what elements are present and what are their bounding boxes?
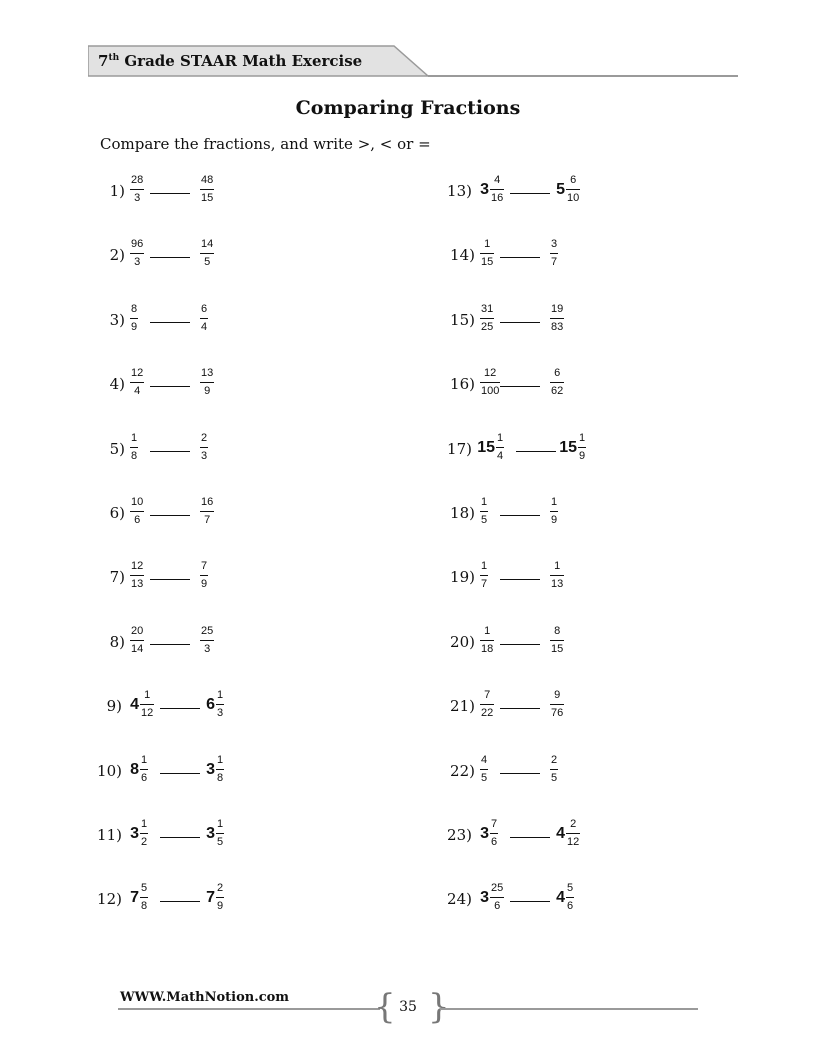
numerator: 1 bbox=[484, 624, 491, 637]
whole-number: 3 bbox=[480, 181, 489, 198]
numerator: 31 bbox=[481, 302, 494, 315]
numerator: 1 bbox=[141, 753, 148, 766]
page-title: Comparing Fractions bbox=[295, 97, 521, 119]
answer-blank bbox=[516, 451, 556, 452]
fraction bbox=[216, 753, 224, 785]
header-title: 7th Grade STAAR Math Exercise bbox=[98, 52, 363, 70]
answer-blank bbox=[150, 193, 190, 194]
problem-item bbox=[450, 624, 640, 664]
fraction bbox=[130, 302, 138, 334]
problem-number: 9) bbox=[106, 697, 122, 716]
footer-rule-right bbox=[440, 1008, 698, 1010]
right-fraction bbox=[206, 817, 224, 857]
answer-blank bbox=[160, 708, 200, 709]
left-fraction bbox=[130, 237, 144, 277]
right-fraction bbox=[206, 688, 224, 728]
right-fraction bbox=[206, 753, 224, 793]
numerator: 7 bbox=[484, 689, 491, 702]
instructions: Compare the fractions, and write >, < or = bbox=[100, 135, 431, 153]
whole-number: 4 bbox=[556, 889, 565, 907]
right-fraction bbox=[206, 881, 224, 921]
left-fraction bbox=[477, 431, 504, 471]
left-fraction bbox=[130, 817, 148, 857]
answer-blank bbox=[500, 644, 540, 645]
answer-blank bbox=[150, 579, 190, 580]
fraction bbox=[550, 688, 564, 720]
footer-rule-left bbox=[118, 1008, 380, 1010]
problem-item bbox=[447, 431, 656, 471]
denominator: 5 bbox=[204, 256, 211, 269]
numerator: 5 bbox=[141, 882, 148, 895]
numerator: 1 bbox=[144, 689, 151, 702]
denominator: 3 bbox=[134, 192, 141, 204]
numerator: 4 bbox=[494, 174, 501, 186]
whole-number: 7 bbox=[206, 889, 215, 907]
fraction bbox=[130, 559, 144, 591]
right-fraction bbox=[200, 302, 208, 342]
right-fraction bbox=[200, 495, 214, 535]
problem-number: 14) bbox=[450, 246, 475, 265]
right-fraction bbox=[550, 302, 564, 342]
right-fraction bbox=[550, 237, 558, 277]
denominator: 15 bbox=[201, 192, 214, 204]
answer-blank bbox=[150, 386, 190, 387]
problem-item bbox=[447, 817, 650, 857]
problem-number: 7) bbox=[109, 568, 125, 587]
problem-number: 21) bbox=[450, 697, 475, 716]
numerator: 25 bbox=[201, 624, 214, 637]
left-fraction bbox=[480, 495, 488, 535]
right-fraction bbox=[550, 559, 564, 599]
problem-item bbox=[109, 431, 290, 471]
fraction bbox=[566, 817, 580, 849]
problem-item bbox=[97, 881, 300, 921]
right-fraction bbox=[200, 237, 214, 277]
answer-blank bbox=[150, 644, 190, 645]
problem-number: 17) bbox=[447, 439, 472, 458]
footer-brace-right: } bbox=[428, 987, 450, 1027]
numerator: 3 bbox=[551, 238, 558, 251]
fraction bbox=[140, 881, 148, 913]
denominator: 100 bbox=[481, 385, 500, 398]
numerator: 28 bbox=[131, 174, 144, 186]
whole-number: 4 bbox=[130, 696, 139, 714]
denominator: 5 bbox=[217, 836, 224, 848]
left-fraction bbox=[480, 881, 504, 921]
fraction bbox=[200, 237, 214, 269]
fraction bbox=[480, 688, 494, 720]
answer-blank bbox=[500, 322, 540, 323]
fraction bbox=[550, 366, 564, 398]
fraction bbox=[140, 753, 148, 785]
fraction bbox=[130, 366, 144, 398]
denominator: 12 bbox=[567, 836, 580, 848]
whole-number: 15 bbox=[559, 438, 577, 456]
right-fraction bbox=[550, 624, 564, 664]
fraction bbox=[216, 817, 224, 849]
fraction bbox=[480, 495, 488, 527]
denominator: 7 bbox=[481, 578, 488, 591]
left-fraction bbox=[130, 431, 138, 471]
fraction bbox=[566, 881, 574, 913]
denominator: 6 bbox=[141, 771, 148, 784]
numerator: 20 bbox=[131, 624, 144, 637]
problem-item bbox=[109, 366, 290, 406]
fraction bbox=[490, 817, 498, 849]
right-fraction bbox=[559, 431, 586, 471]
answer-blank bbox=[160, 837, 200, 838]
denominator: 12 bbox=[141, 707, 154, 720]
left-fraction bbox=[480, 237, 494, 277]
denominator: 5 bbox=[481, 771, 488, 784]
left-fraction bbox=[480, 173, 504, 213]
problem-number: 6) bbox=[109, 504, 125, 522]
denominator: 9 bbox=[551, 514, 558, 526]
numerator: 1 bbox=[554, 560, 561, 573]
denominator: 3 bbox=[204, 642, 211, 655]
denominator: 22 bbox=[481, 707, 494, 720]
problem-item bbox=[106, 688, 300, 728]
numerator: 1 bbox=[551, 496, 558, 508]
left-fraction bbox=[130, 495, 144, 535]
denominator: 7 bbox=[551, 256, 558, 269]
problem-item bbox=[450, 237, 640, 277]
fraction bbox=[496, 431, 504, 463]
fraction bbox=[130, 173, 144, 205]
problem-number: 13) bbox=[447, 182, 472, 200]
denominator: 8 bbox=[141, 900, 148, 913]
answer-blank bbox=[510, 901, 550, 902]
problem-item bbox=[450, 366, 640, 406]
left-fraction bbox=[480, 624, 494, 664]
problem-item bbox=[450, 688, 640, 728]
denominator: 62 bbox=[551, 385, 564, 398]
numerator: 8 bbox=[554, 624, 561, 637]
numerator: 6 bbox=[570, 174, 577, 186]
answer-blank bbox=[150, 257, 190, 258]
problem-number: 8) bbox=[109, 632, 125, 651]
fraction bbox=[216, 688, 224, 720]
problem-number: 16) bbox=[450, 375, 475, 394]
whole-number: 8 bbox=[130, 760, 139, 778]
left-fraction bbox=[130, 688, 154, 728]
fraction bbox=[550, 753, 558, 785]
denominator: 18 bbox=[481, 642, 494, 655]
problem-number: 23) bbox=[447, 826, 472, 844]
problem-item bbox=[109, 237, 290, 277]
fraction bbox=[490, 881, 504, 913]
problem-number: 5) bbox=[109, 439, 125, 458]
right-fraction bbox=[200, 559, 208, 599]
denominator: 2 bbox=[141, 836, 148, 848]
problem-number: 24) bbox=[447, 890, 472, 909]
denominator: 25 bbox=[481, 320, 494, 333]
fraction bbox=[550, 237, 558, 269]
problem-number: 10) bbox=[97, 761, 122, 780]
fraction bbox=[480, 624, 494, 656]
left-fraction bbox=[480, 753, 488, 793]
denominator: 9 bbox=[204, 385, 211, 398]
fraction bbox=[578, 431, 586, 463]
denominator: 9 bbox=[217, 900, 224, 913]
footer-website: WWW.MathNotion.com bbox=[120, 990, 290, 1005]
answer-blank bbox=[500, 515, 540, 516]
whole-number: 3 bbox=[480, 825, 489, 842]
problem-item bbox=[450, 753, 640, 793]
left-fraction bbox=[130, 366, 144, 406]
fraction bbox=[200, 624, 214, 656]
fraction bbox=[200, 495, 214, 527]
denominator: 3 bbox=[217, 707, 224, 720]
problem-number: 15) bbox=[450, 310, 475, 329]
numerator: 14 bbox=[201, 238, 214, 251]
denominator: 15 bbox=[481, 256, 494, 269]
denominator: 3 bbox=[134, 256, 141, 269]
numerator: 1 bbox=[481, 560, 488, 573]
fraction bbox=[200, 302, 208, 334]
answer-blank bbox=[510, 837, 550, 838]
denominator: 6 bbox=[491, 836, 498, 848]
numerator: 13 bbox=[201, 367, 214, 380]
fraction bbox=[550, 559, 564, 591]
page-number: 35 bbox=[399, 999, 417, 1015]
problem-number: 18) bbox=[450, 504, 475, 522]
answer-blank bbox=[510, 193, 550, 194]
denominator: 15 bbox=[551, 642, 564, 655]
numerator: 2 bbox=[201, 431, 208, 444]
problem-number: 4) bbox=[109, 375, 125, 394]
problem-item bbox=[109, 173, 290, 213]
left-fraction bbox=[480, 817, 498, 857]
denominator: 13 bbox=[131, 578, 144, 591]
fraction bbox=[140, 817, 148, 849]
problem-number: 1) bbox=[109, 182, 125, 200]
numerator: 12 bbox=[131, 367, 144, 380]
numerator: 2 bbox=[217, 882, 224, 895]
answer-blank bbox=[500, 773, 540, 774]
numerator: 1 bbox=[481, 496, 488, 508]
problem-number: 20) bbox=[450, 632, 475, 651]
numerator: 19 bbox=[551, 302, 564, 315]
problem-number: 3) bbox=[109, 310, 125, 329]
problem-number: 19) bbox=[450, 568, 475, 587]
numerator: 6 bbox=[554, 367, 561, 380]
fraction bbox=[140, 688, 154, 720]
right-fraction bbox=[550, 495, 558, 535]
footer-brace-left: { bbox=[374, 987, 396, 1027]
fraction bbox=[130, 624, 144, 656]
answer-blank bbox=[500, 579, 540, 580]
fraction bbox=[200, 431, 208, 463]
answer-blank bbox=[160, 773, 200, 774]
denominator: 76 bbox=[551, 707, 564, 720]
numerator: 25 bbox=[491, 882, 504, 895]
problem-item bbox=[97, 753, 300, 793]
fraction bbox=[480, 237, 494, 269]
right-fraction bbox=[200, 624, 214, 664]
denominator: 6 bbox=[494, 900, 501, 913]
left-fraction bbox=[480, 302, 494, 342]
answer-blank bbox=[500, 386, 540, 387]
fraction bbox=[480, 366, 500, 398]
whole-number: 15 bbox=[477, 438, 495, 456]
left-fraction bbox=[130, 624, 144, 664]
numerator: 96 bbox=[131, 238, 144, 251]
denominator: 8 bbox=[217, 771, 224, 784]
numerator: 12 bbox=[484, 367, 497, 380]
right-fraction bbox=[550, 366, 564, 406]
problem-item bbox=[447, 881, 650, 921]
problem-number: 11) bbox=[97, 826, 122, 844]
numerator: 8 bbox=[131, 302, 138, 315]
whole-number: 3 bbox=[206, 760, 215, 778]
denominator: 8 bbox=[131, 449, 138, 462]
denominator: 6 bbox=[134, 514, 141, 526]
left-fraction bbox=[130, 881, 148, 921]
denominator: 9 bbox=[579, 449, 586, 462]
numerator: 1 bbox=[141, 818, 148, 830]
numerator: 1 bbox=[131, 431, 138, 444]
problem-item bbox=[450, 559, 640, 599]
denominator: 16 bbox=[491, 192, 504, 204]
numerator: 1 bbox=[217, 753, 224, 766]
denominator: 5 bbox=[551, 771, 558, 784]
denominator: 9 bbox=[201, 578, 208, 591]
fraction bbox=[216, 881, 224, 913]
fraction bbox=[480, 559, 488, 591]
denominator: 14 bbox=[131, 642, 144, 655]
answer-blank bbox=[150, 451, 190, 452]
problem-item bbox=[450, 495, 640, 535]
right-fraction bbox=[200, 366, 214, 406]
right-fraction bbox=[556, 817, 580, 857]
problem-item bbox=[109, 495, 290, 535]
whole-number: 7 bbox=[130, 889, 139, 907]
fraction bbox=[480, 753, 488, 785]
whole-number: 3 bbox=[480, 889, 489, 907]
numerator: 2 bbox=[570, 818, 577, 830]
problem-number: 2) bbox=[109, 246, 125, 265]
left-fraction bbox=[130, 559, 144, 599]
numerator: 4 bbox=[481, 753, 488, 766]
answer-blank bbox=[160, 901, 200, 902]
right-fraction bbox=[556, 173, 580, 213]
problem-item bbox=[450, 302, 640, 342]
answer-blank bbox=[150, 322, 190, 323]
numerator: 10 bbox=[131, 496, 144, 508]
fraction bbox=[550, 624, 564, 656]
fraction bbox=[566, 173, 580, 205]
numerator: 5 bbox=[567, 882, 574, 895]
fraction bbox=[550, 302, 564, 334]
fraction bbox=[550, 495, 558, 527]
whole-number: 3 bbox=[206, 825, 215, 842]
whole-number: 4 bbox=[556, 825, 565, 842]
left-fraction bbox=[130, 302, 138, 342]
left-fraction bbox=[480, 366, 500, 406]
numerator: 1 bbox=[217, 818, 224, 830]
numerator: 2 bbox=[551, 753, 558, 766]
numerator: 1 bbox=[497, 431, 504, 444]
denominator: 3 bbox=[201, 449, 208, 462]
fraction bbox=[200, 173, 214, 205]
problem-item bbox=[109, 559, 290, 599]
right-fraction bbox=[550, 753, 558, 793]
denominator: 7 bbox=[204, 514, 211, 526]
numerator: 1 bbox=[217, 689, 224, 702]
denominator: 9 bbox=[131, 320, 138, 333]
problem-number: 12) bbox=[97, 890, 122, 909]
denominator: 4 bbox=[201, 320, 208, 333]
header-banner bbox=[88, 44, 740, 78]
fraction bbox=[200, 559, 208, 591]
numerator: 12 bbox=[131, 560, 144, 573]
denominator: 4 bbox=[134, 385, 141, 398]
right-fraction bbox=[200, 431, 208, 471]
problem-item bbox=[97, 817, 300, 857]
left-fraction bbox=[130, 173, 144, 213]
numerator: 7 bbox=[491, 818, 498, 830]
numerator: 7 bbox=[201, 560, 208, 573]
denominator: 83 bbox=[551, 320, 564, 333]
denominator: 13 bbox=[551, 578, 564, 591]
fraction bbox=[490, 173, 504, 205]
problem-number: 22) bbox=[450, 761, 475, 780]
denominator: 6 bbox=[567, 900, 574, 913]
left-fraction bbox=[130, 753, 148, 793]
problem-item bbox=[109, 624, 290, 664]
whole-number: 5 bbox=[556, 181, 565, 198]
right-fraction bbox=[550, 688, 564, 728]
denominator: 4 bbox=[497, 449, 504, 462]
problem-item bbox=[447, 173, 650, 213]
answer-blank bbox=[500, 708, 540, 709]
numerator: 1 bbox=[484, 238, 491, 251]
fraction bbox=[130, 431, 138, 463]
answer-blank bbox=[150, 515, 190, 516]
numerator: 48 bbox=[201, 174, 214, 186]
fraction bbox=[130, 237, 144, 269]
denominator: 10 bbox=[567, 192, 580, 204]
whole-number: 6 bbox=[206, 696, 215, 714]
fraction bbox=[130, 495, 144, 527]
right-fraction bbox=[200, 173, 214, 213]
left-fraction bbox=[480, 559, 488, 599]
whole-number: 3 bbox=[130, 825, 139, 842]
numerator: 9 bbox=[554, 689, 561, 702]
fraction bbox=[480, 302, 494, 334]
numerator: 16 bbox=[201, 496, 214, 508]
problem-item bbox=[109, 302, 290, 342]
denominator: 5 bbox=[481, 514, 488, 526]
numerator: 1 bbox=[579, 431, 586, 444]
fraction bbox=[200, 366, 214, 398]
right-fraction bbox=[556, 881, 574, 921]
numerator: 6 bbox=[201, 302, 208, 315]
left-fraction bbox=[480, 688, 494, 728]
answer-blank bbox=[500, 257, 540, 258]
